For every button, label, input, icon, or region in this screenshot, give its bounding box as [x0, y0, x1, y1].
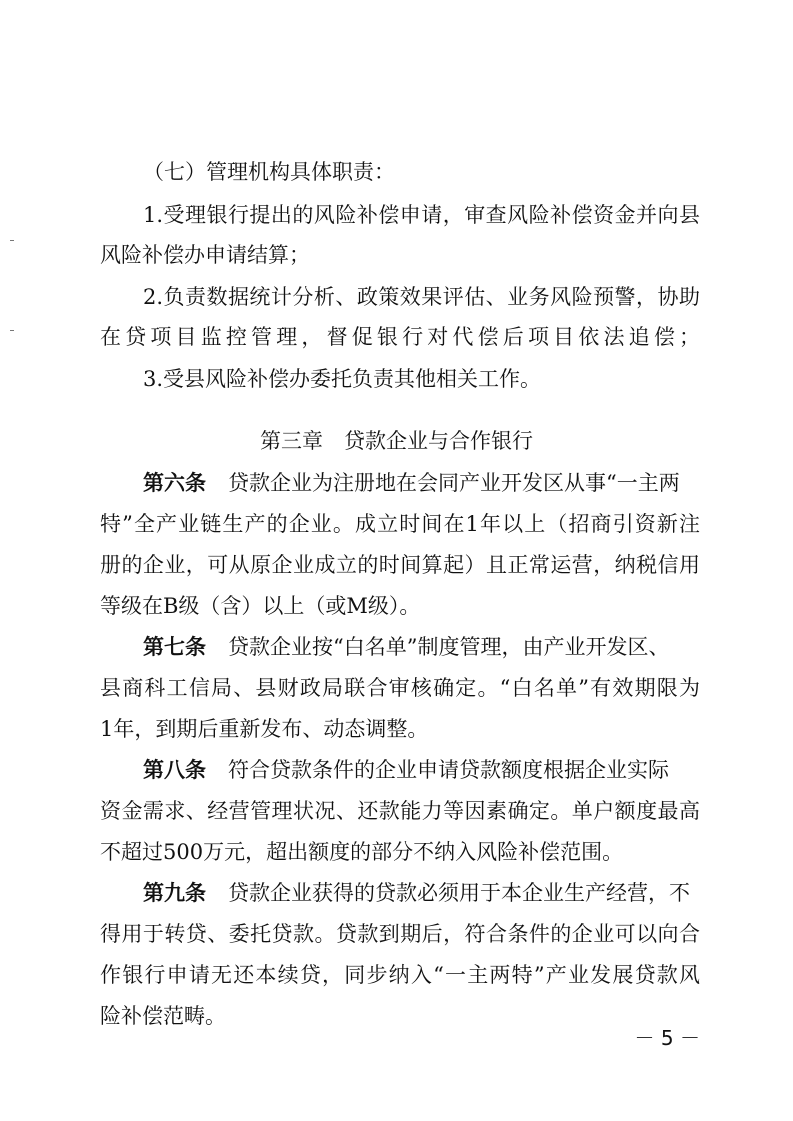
article-label: 第七条: [143, 634, 206, 659]
article-text: 贷款企业为注册地在会同产业开发区从事“一主两: [228, 471, 680, 495]
paragraph-line: 3.受县风险补偿办委托负责其他相关工作。: [143, 367, 542, 391]
article-text: 贷款企业获得的贷款必须用于本企业生产经营，不: [228, 881, 690, 905]
paragraph-line: 1.受理银行提出的风险补偿申请，审查风险补偿资金并向县: [143, 203, 700, 227]
paragraph-line: 2.负责数据统计分析、政策效果评估、业务风险预警，协助: [143, 285, 700, 309]
paragraph-line: 得用于转贷、委托贷款。贷款到期后，符合条件的企业可以向合: [100, 922, 700, 946]
scan-mark: [10, 330, 14, 331]
paragraph-line: 特”全产业链生产的企业。成立时间在1年以上（招商引资新注: [100, 512, 700, 536]
paragraph-line: 资金需求、经营管理状况、还款能力等因素确定。单户额度最高: [100, 799, 700, 823]
paragraph-line: 等级在B级（含）以上（或M级）。: [100, 594, 421, 618]
scan-mark: [10, 240, 14, 241]
article-first-line: [143, 632, 700, 662]
paragraph-line: 不超过500万元，超出额度的部分不纳入风险补偿范围。: [100, 840, 624, 864]
paragraph-line: 在贷项目监控管理，督促银行对代偿后项目依法追偿；: [100, 325, 700, 349]
paragraph-line: 册的企业，可从原企业成立的时间算起）且正常运营，纳税信用: [100, 553, 700, 577]
paragraph-line: 风险补偿办申请结算；: [100, 243, 310, 267]
chapter-title: 第三章 贷款企业与合作银行: [260, 429, 533, 453]
paragraph-line: 险补偿范畴。: [100, 1004, 226, 1028]
article-text: 贷款企业按“白名单”制度管理，由产业开发区、: [228, 635, 670, 659]
paragraph-line: 作银行申请无还本续贷，同步纳入“一主两特”产业发展贷款风: [100, 963, 700, 987]
article-label: 第九条: [143, 880, 206, 905]
page-number: － 5 －: [634, 1026, 700, 1050]
paragraph-line: 1年，到期后重新发布、动态调整。: [100, 717, 429, 741]
section-heading: （七）管理机构具体职责：: [143, 160, 395, 184]
article-label: 第八条: [143, 757, 206, 782]
article-first-line: [143, 468, 700, 498]
article-first-line: [143, 878, 700, 908]
paragraph-line: 县商科工信局、县财政局联合审核确定。“白名单”有效期限为: [100, 676, 700, 700]
article-first-line: [143, 755, 700, 785]
article-label: 第六条: [143, 470, 206, 495]
article-text: 符合贷款条件的企业申请贷款额度根据企业实际: [228, 758, 669, 782]
